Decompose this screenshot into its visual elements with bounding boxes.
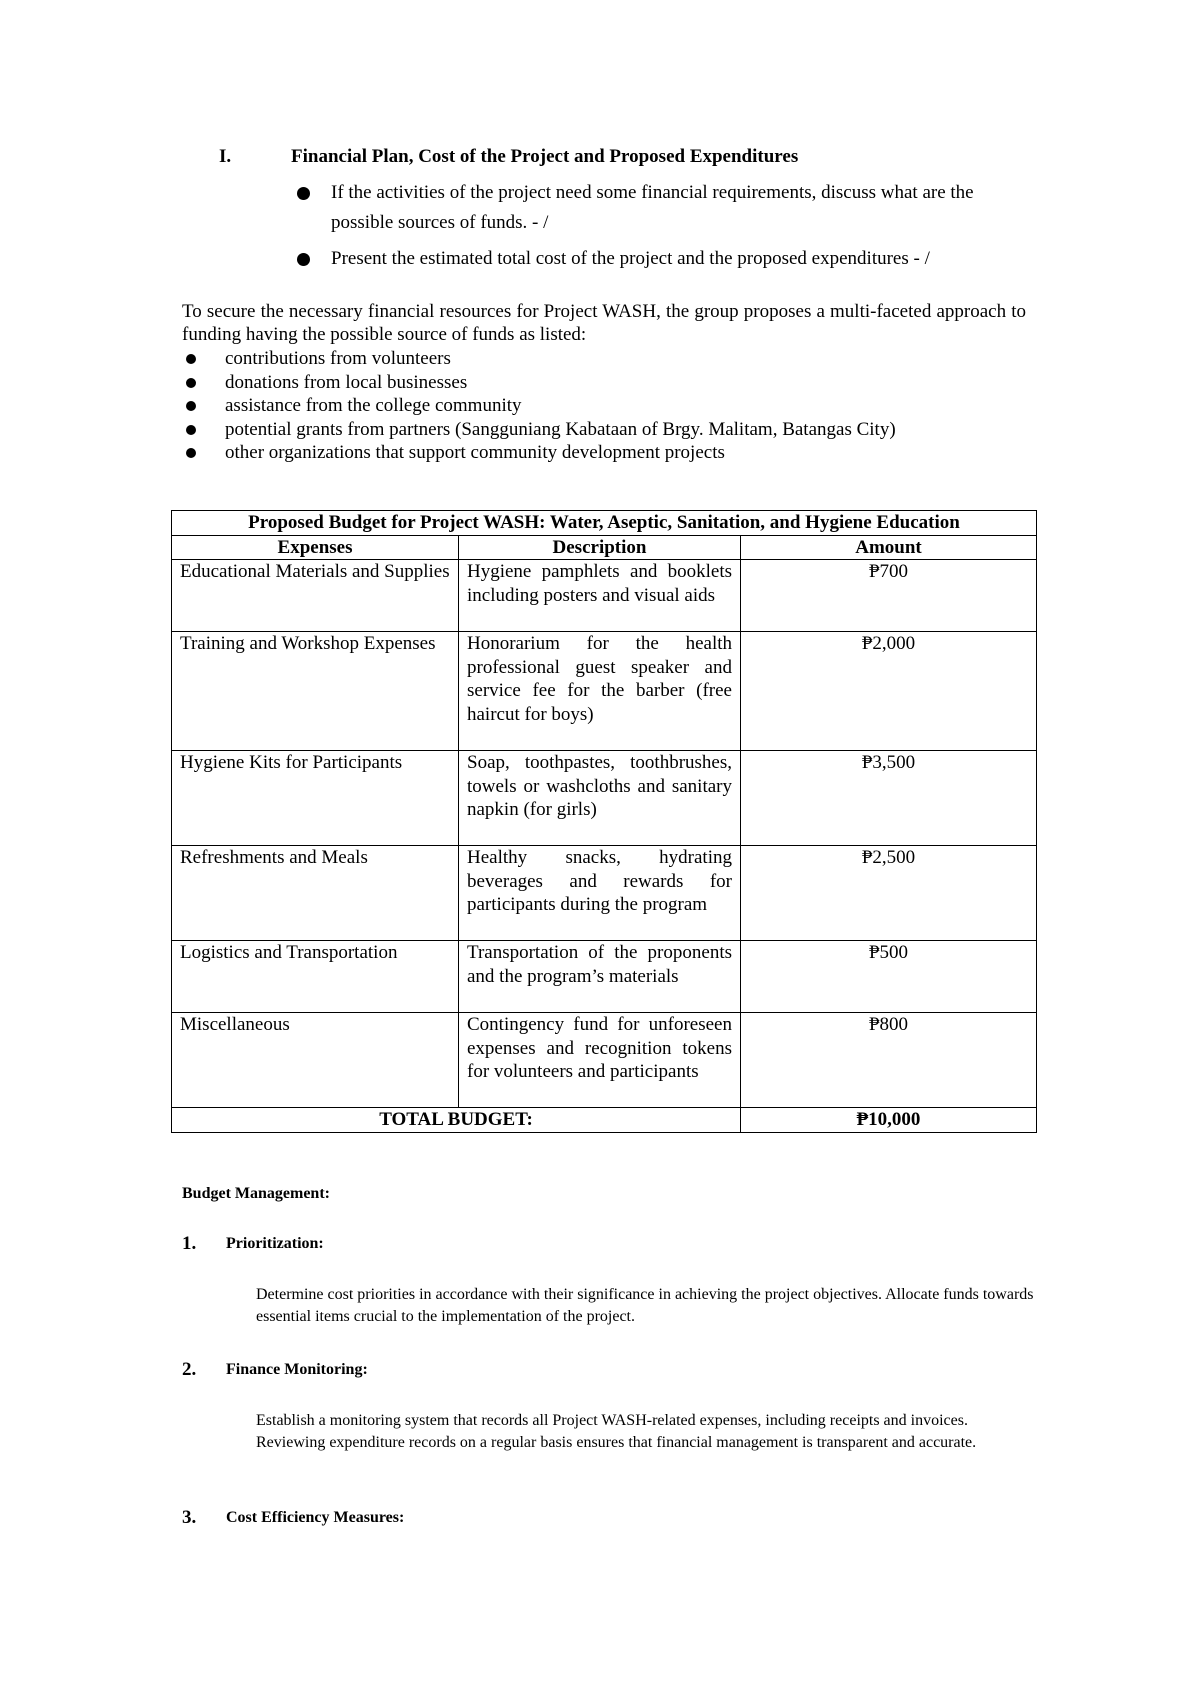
bullet-icon bbox=[297, 253, 310, 266]
bm-item-text: Establish a monitoring system that records all Project WASH-related expenses, including receipts and invoices. Reviewing expenditure records on a regular basis ensures that financial management is transparent and accurate. bbox=[256, 1412, 977, 1451]
header-description: Description bbox=[459, 535, 741, 560]
total-row bbox=[172, 1108, 1037, 1133]
bullet-icon bbox=[186, 354, 196, 364]
bm-item-number: 3. bbox=[182, 1507, 197, 1528]
bm-item-text: Determine cost priorities in accordance with their significance in achieving the project objectives. Allocate funds towards essential items crucial to the implementation of the project. bbox=[256, 1286, 1034, 1325]
amount-cell: ₱800 bbox=[741, 1013, 1037, 1108]
expense-cell: Miscellaneous bbox=[172, 1013, 459, 1108]
funding-sources-list bbox=[182, 347, 1026, 465]
table-row bbox=[172, 751, 1037, 846]
requirement-item: Present the estimated total cost of the project and the proposed expenditures - / bbox=[331, 244, 1031, 274]
source-item: contributions from volunteers bbox=[182, 347, 1026, 371]
source-item: assistance from the college community bbox=[182, 394, 1026, 418]
budget-management-title: Budget Management: bbox=[182, 1185, 330, 1202]
intro-paragraph: To secure the necessary financial resources for Project WASH, the group proposes a multi-faceted approach to funding having the possible source of funds as listed: bbox=[182, 301, 1026, 345]
header-expenses: Expenses bbox=[172, 535, 459, 560]
description-cell: Transportation of the proponents and the program’s materials bbox=[459, 941, 741, 1013]
description-cell: Hygiene pamphlets and booklets including posters and visual aids bbox=[459, 560, 741, 632]
requirement-item: If the activities of the project need some financial requirements, discuss what are the possible sources of funds. - / bbox=[331, 178, 1031, 238]
bullet-icon bbox=[186, 448, 196, 458]
bm-item-title: Finance Monitoring: bbox=[226, 1361, 368, 1378]
expense-cell: Logistics and Transportation bbox=[172, 941, 459, 1013]
budget-table bbox=[171, 510, 1037, 1133]
bullet-icon bbox=[186, 401, 196, 411]
total-label: TOTAL BUDGET: bbox=[172, 1108, 741, 1133]
amount-cell: ₱2,500 bbox=[741, 846, 1037, 941]
amount-cell: ₱700 bbox=[741, 560, 1037, 632]
bullet-icon bbox=[186, 425, 196, 435]
expense-cell: Training and Workshop Expenses bbox=[172, 632, 459, 751]
description-cell: Honorarium for the health professional guest speaker and service fee for the barber (free haircut for boys) bbox=[459, 632, 741, 751]
description-cell: Healthy snacks, hydrating beverages and rewards for participants during the program bbox=[459, 846, 741, 941]
table-caption: Proposed Budget for Project WASH: Water, Aseptic, Sanitation, and Hygiene Education bbox=[172, 511, 1037, 536]
bm-item-number: 2. bbox=[182, 1359, 197, 1380]
amount-cell: ₱3,500 bbox=[741, 751, 1037, 846]
table-row bbox=[172, 846, 1037, 941]
source-item: donations from local businesses bbox=[182, 371, 1026, 395]
source-item: potential grants from partners (Sangguniang Kabataan of Brgy. Malitam, Batangas City) bbox=[182, 418, 1026, 442]
expense-cell: Educational Materials and Supplies bbox=[172, 560, 459, 632]
table-row bbox=[172, 1013, 1037, 1108]
description-cell: Contingency fund for unforeseen expenses and recognition tokens for volunteers and participants bbox=[459, 1013, 741, 1108]
total-amount: ₱10,000 bbox=[741, 1108, 1037, 1133]
bm-item-number: 1. bbox=[182, 1233, 197, 1254]
bm-item-title: Prioritization: bbox=[226, 1235, 324, 1252]
table-row bbox=[172, 560, 1037, 632]
bm-item-title: Cost Efficiency Measures: bbox=[226, 1509, 405, 1526]
amount-cell: ₱500 bbox=[741, 941, 1037, 1013]
amount-cell: ₱2,000 bbox=[741, 632, 1037, 751]
source-item: other organizations that support community development projects bbox=[182, 441, 1026, 465]
requirements-list bbox=[331, 178, 1031, 280]
table-row bbox=[172, 941, 1037, 1013]
expense-cell: Hygiene Kits for Participants bbox=[172, 751, 459, 846]
expense-cell: Refreshments and Meals bbox=[172, 846, 459, 941]
section-number: I. bbox=[219, 146, 232, 167]
bullet-icon bbox=[297, 187, 310, 200]
bullet-icon bbox=[186, 378, 196, 388]
section-title: Financial Plan, Cost of the Project and Proposed Expenditures bbox=[291, 146, 799, 167]
header-amount: Amount bbox=[741, 535, 1037, 560]
description-cell: Soap, toothpastes, toothbrushes, towels or washcloths and sanitary napkin (for girls) bbox=[459, 751, 741, 846]
table-row bbox=[172, 632, 1037, 751]
